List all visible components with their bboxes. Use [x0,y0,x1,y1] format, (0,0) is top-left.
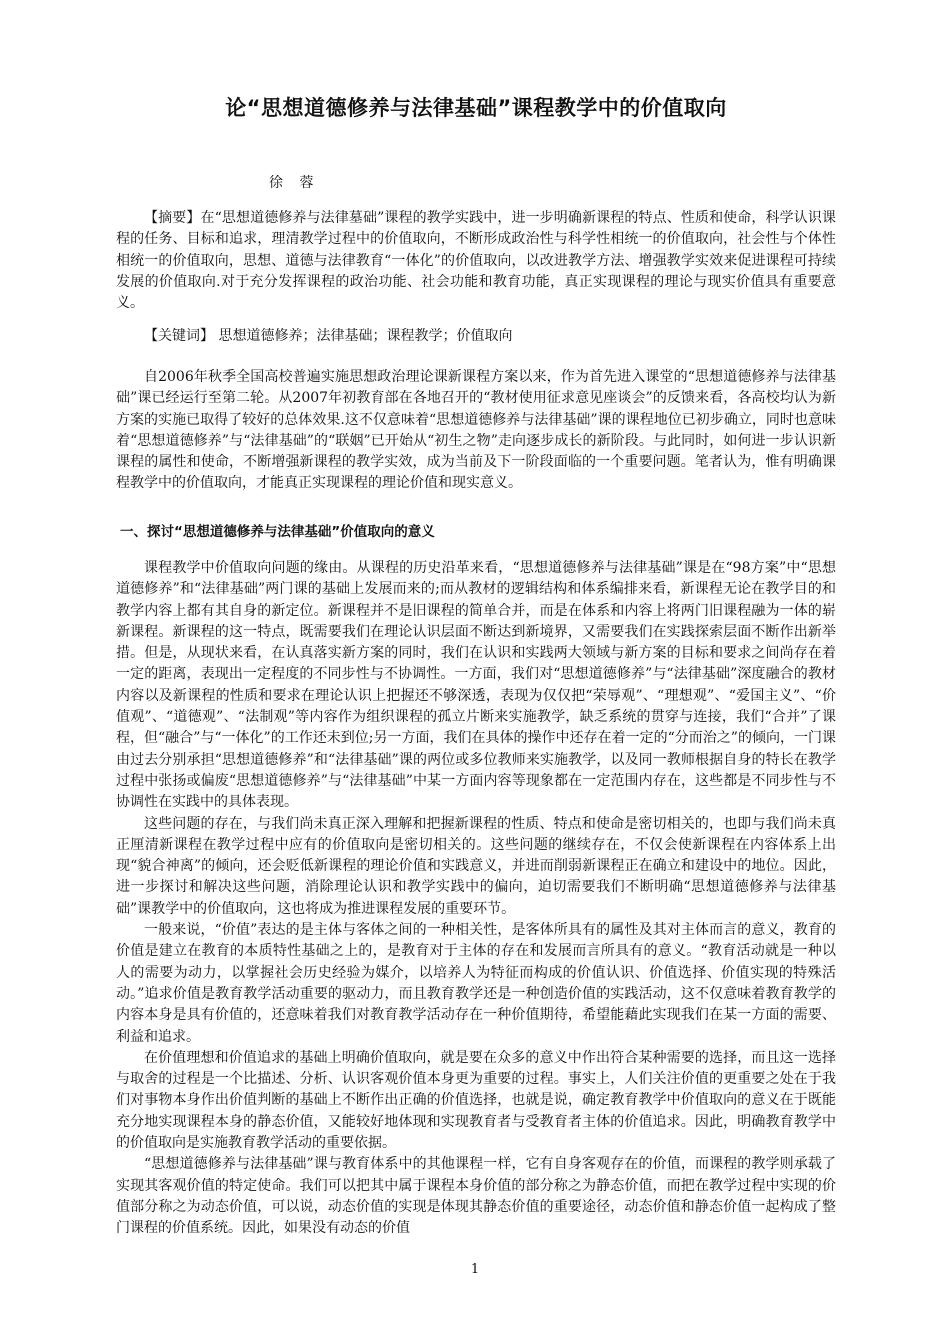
section-heading: 一、探讨“思想道德修养与法律基础”价值取向的意义 [120,524,435,540]
paper-title: 论“思想道德修养与法律基础”课程教学中的价值取向 [225,96,727,120]
body-paragraph: 一般来说，“价值”表达的是主体与客体之间的一种相关性，是客体所具有的属性及其对主体而言的意义，教育的价值是建立在教育的本质特性基础之上的，是教育对于主体的存在和发展而言所具有的意义。“教育活动就是一种以人的需要为动力，以掌握社会历史经验为媒介，以培养人为特征而构成的价值认识、价值选择、价值实现的特殊活动。”追求价值是教育教学活动重要的驱动力，而且教育教学还是一种创造价值的实践活动，这不仅意味着教育教学的内容本身是具有价值的，还意味着我们对教育教学活动存在一种价值期待，希望能藉此实现我们在某一方面的需要、利益和追求。 [116,922,836,1045]
body-paragraph: 课程教学中价值取向问题的缘由。从课程的历史沿革来看，“思想道德修养与法律基础”课是在“98方案”中“思想道德修养”和“法律基础”两门课的基础上发展而来的;而从教材的逻辑结构和体系编排来看，新课程无论在教学目的和教学内容上都有其自身的新定位。新课程并不是旧课程的简单合并，而是在体系和内容上将两门旧课程融为一体的崭新课程。新课程的这一特点，既需要我们在理论认识层面不断达到新境界，又需要我们在实践探索层面不断作出新举措。但是，从现状来看，在认真落实新方案的同时，我们在认识和实践两大领域与新方案的目标和要求之间尚存在着一定的距离，表现出一定程度的不同步性与不协调性。一方面，我们对“思想道德修养”与“法律基础”深度融合的教材内容以及新课程的性质和要求在理论认识上把握还不够深透，表现为仅仅把“荣辱观”、“理想观”、“爱国主义”、“价值观”、“道德观”、“法制观”等内容作为组织课程的孤立片断来实施教学，缺乏系统的贯穿与连接，我们“合并”了课程，但“融合”与“一体化”的工作还未到位;另一方面，我们在具体的操作中还存在着一定的“分而治之”的倾向，一门课由过去分别承担“思想道德修养”和“法律基础”课的两位或多位教师来实施教学，以及同一教师根据自身的特长在教学过程中张扬或偏废“思想道德修养”与“法律基础”中某一方面内容等现象都在一定范围内存在，这些都是不同步性与不协调性在实践中的具体表现。 [116,560,836,811]
author-name: 徐 蓉 [269,175,320,191]
keywords-line: 【关键词】 思想道德修养；法律基础；课程教学；价值取向 [144,328,513,344]
intro-paragraph: 自2006年秋季全国高校普遍实施思想政治理论课新课程方案以来，作为首先进入课堂的“思想道德修养与法律基础”课已经运行至第二轮。从2007年初教育部在各地召开的“教材使用征求意见座谈会”的反馈来看，各高校均认为新方案的实施已取得了较好的总体效果.这不仅意味着“思想道德修养与法律基础”课的课程地位已初步确立，同时也意味着“思想道德修养”与“法律基础”的“联姻”已开始从“初生之物”走向逐步成长的新阶段。与此同时，如何进一步认识新课程的属性和使命，不断增强新课程的教学实效，成为当前及下一阶段面临的一个重要问题。笔者认为，惟有明确课程教学中的价值取向，才能真正实现课程的理论价值和现实意义。 [116,369,836,492]
section-body [116,558,836,1240]
body-paragraph: 这些问题的存在，与我们尚未真正深入理解和把握新课程的性质、特点和使命是密切相关的，也即与我们尚未真正厘清新课程在教学过程中应有的价值取向是密切相关的。这些问题的继续存在，不仅会使新课程在内容体系上出现“貌合神离”的倾向，还会贬低新课程的理论价值和实践意义，并进而削弱新课程正在确立和建设中的地位。因此，进一步探讨和解决这些问题，消除理论认识和教学实践中的偏向，迫切需要我们不断明确“思想道德修养与法律基础”课教学中的价值取向，这也将成为推进课程发展的重要环节。 [116,815,836,917]
abstract-paragraph: 【摘要】在“思想道德修养与法律墓础”课程的教学实践中，进一步明确新课程的特点、性质和使命，科学认识课程的任务、目标和追求，理清教学过程中的价值取向，不断形成政治性与科学性相统一的价值取向，社会性与个体性相统一的价值取向，思想、道德与法律教育“一体化”的价值取向，以改进教学方法、增强教学实效来促进课程可持续发展的价值取向.对于充分发挥课程的政治功能、社会功能和教育功能，真正实现课程的理论与现实价值具有重要意义。 [116,210,836,312]
body-paragraph: “思想道德修养与法律基础”课与教育体系中的其他课程一样，它有自身客观存在的价值，而课程的教学则承载了实现其客观价值的特定使命。我们可以把其中属于课程本身价值的部分称之为静态价值，而把在教学过程中实现的价值部分称之为动态价值，可以说，动态价值的实现是体现其静态价值的重要途径，动态价值和静态价值一起构成了整门课程的价值系统。因此，如果没有动态的价值 [116,1156,836,1237]
page-number: 1 [470,1262,480,1277]
body-paragraph: 在价值理想和价值追求的基础上明确价值取向，就是要在众多的意义中作出符合某种需要的选择，而且这一选择与取舍的过程是一个比描述、分析、认识客观价值本身更为重要的过程。事实上，人们关注价值的更重要之处在于我们对事物本身作出价值判断的基础上不断作出正确的价值选择，也就是说，确定教育教学中价值取向的意义在于既能充分地实现课程本身的静态价值，又能较好地体现和实现教育者与受教育者主体的价值追求。因此，明确教育教学中的价值取向是实施教育教学活动的重要依据。 [116,1049,836,1152]
